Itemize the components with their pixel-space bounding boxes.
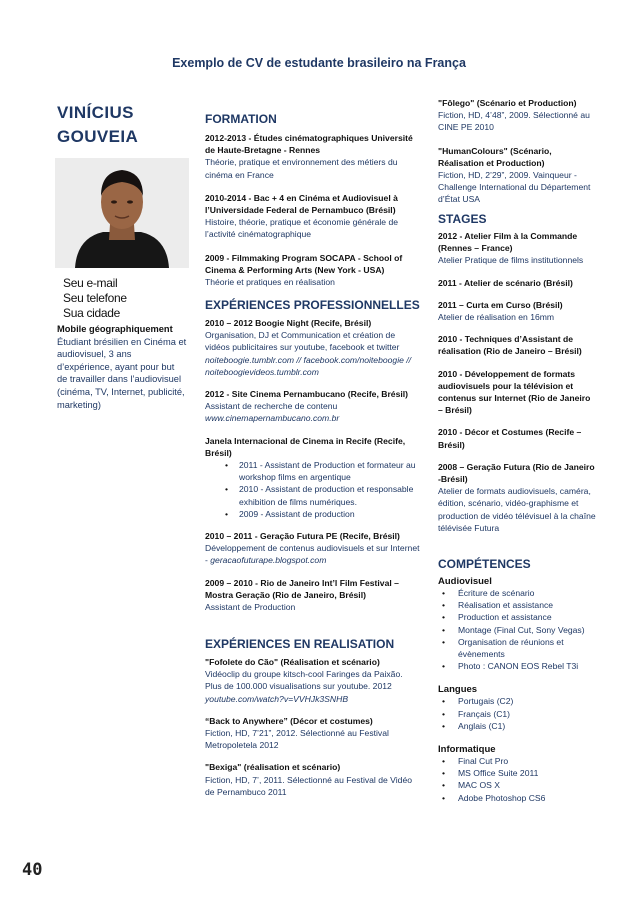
experience-item [205,317,420,378]
list-item [438,792,596,804]
list-item-text: Français (C1) [458,708,511,719]
entry-desc: Atelier Pratique de films institutionnels [438,255,584,266]
section-heading: EXPÉRIENCES EN REALISATION [205,637,395,651]
list-item-text: Anglais (C1) [458,720,506,731]
stage-item [438,277,596,289]
experiences-section [205,298,420,613]
list-item-text: Photo : CANON EOS Rebel T3i [458,661,579,672]
entry-title: 2012-2013 - Études cinématographiques Université de Haute-Bretagne - Rennes [205,133,413,156]
bullet-icon: • [442,636,446,647]
formation-section [205,112,420,288]
entry-title: 2009 - Filmmaking Program SOCAPA - School of Cinema & Performing Arts (New York - USA) [205,252,403,275]
list-item [438,767,596,779]
bullet-list [205,459,420,520]
entry-desc: Fiction, HD, 4’48”, 2009. Sélectionné au CINE PE 2010 [438,110,590,133]
stage-item [438,368,596,417]
list-item-text: Portugais (C2) [458,696,514,707]
entry-link[interactable]: noiteboogie.tumblr.com // facebook.com/noiteboogie // noiteboogievideos.tumblr.com [205,354,412,377]
stage-item [438,461,596,534]
experience-item [205,530,420,567]
entry-desc: Histoire, théorie, pratique et économie générale de l’activité cinématographique [205,217,398,240]
first-name: VINÍCIUS [57,103,134,122]
list-item [438,779,596,791]
experience-item [205,577,420,614]
entry-title: 2010-2014 - Bac + 4 en Cinéma et Audiovisuel à l’Universidade Federal de Pernambuco (Brésil) [205,192,398,216]
entry-desc: Assistant de Production [205,602,296,613]
list-item-text: 2011 - Assistant de Production et formateur au workshop films en argentique [239,460,416,483]
entry-title: 2011 – Curta em Curso (Brésil) [438,299,563,310]
bullet-icon: • [442,696,446,707]
skill-group-label: Langues [438,684,478,696]
entry-desc: Développement de contenus audiovisuels et sur Internet - [205,543,420,566]
section-heading: EXPÉRIENCES PROFESSIONNELLES [205,298,420,312]
page-title: Exemplo de CV de estudante brasileiro na França [172,56,466,70]
stage-item [438,333,596,357]
competences-section [438,557,596,804]
list-item [438,611,596,623]
bullet-icon: • [442,756,446,767]
list-item [438,636,596,660]
entry-link[interactable]: youtube.com/watch?v=VVHJk3SNHB [205,693,349,704]
section-heading: STAGES [438,212,487,226]
entry-desc: Théorie et pratiques en réalisation [205,277,335,288]
entry-title: 2010 - Développement de formats audiovisuels pour la télévision et contenus sur Internet (Rio de Janeiro – Brésil) [438,368,591,416]
realisation-item [205,761,420,798]
bullet-icon: • [225,460,229,471]
list-item [438,587,596,599]
list-item-text: Organisation de réunions et évènements [458,636,564,660]
section-heading: COMPÉTENCES [438,557,531,571]
entry-title: 2010 – 2012 Boogie Night (Recife, Brésil) [205,318,372,328]
entry-desc: Théorie, pratique et environnement des métiers du cinéma en France [205,157,398,180]
entry-desc: Vidéoclip du groupe kitsch-cool Faringes da Paixão. Plus de 100.000 visualisations sur youtube. 2012 [205,669,403,692]
list-item [438,624,596,636]
stage-item [438,230,596,267]
entry-link[interactable]: www.cinemapernambucano.com.br [205,413,340,424]
stages-section [438,212,596,534]
list-item-text: MS Office Suite 2011 [458,768,539,779]
stage-item [438,299,596,323]
bullet-icon: • [225,508,229,519]
bullet-icon: • [442,768,446,779]
entry-title: 2008 – Geração Futura (Rio de Janeiro -Brésil) [438,461,595,485]
list-item [438,755,596,767]
list-item [205,483,420,507]
entry-title: 2011 - Atelier de scénario (Brésil) [438,277,573,288]
experience-item [205,435,420,520]
bullet-icon: • [442,720,446,731]
entry-title: 2010 – 2011 - Geração Futura PE (Recife, Brésil) [205,531,400,542]
realisation-section [205,637,420,798]
realisation-item [205,656,420,705]
bullet-icon: • [442,600,446,611]
profile-summary [57,323,187,411]
list-item [205,508,420,520]
list-item-text: Adobe Photoshop CS6 [458,792,546,803]
contact-city: Sua cidade [63,306,121,320]
realisation-item [205,715,420,752]
right-top-section [438,97,596,206]
formation-item [205,252,420,289]
formation-item [205,192,420,241]
list-item-text: Production et assistance [458,612,552,623]
bullet-icon: • [442,792,446,803]
bullet-icon: • [442,588,446,598]
list-item-text: 2010 - Assistant de production et responsable exhibition de films numériques. [239,484,414,507]
bullet-icon: • [442,708,446,719]
list-item-text: Final Cut Pro [458,756,509,767]
entry-title: 2009 – 2010 - Rio de Janeiro Int’l Film Festival – Mostra Geração (Rio de Janeiro, Brésil) [205,577,399,600]
entry-link[interactable]: geracaofuturape.blogspot.com [210,555,327,566]
formation-item [205,132,420,181]
list-item-text: Montage (Final Cut, Sony Vegas) [458,624,585,635]
entry-desc: Fiction, HD, 2’29”, 2009. Vainqueur - Challenge International du Département d’État USA [438,170,591,205]
entry-title: 2010 - Techniques d’Assistant de réalisation (Rio de Janeiro – Brésil) [438,334,582,357]
list-item-text: MAC OS X [458,780,501,791]
entry-desc: Fiction, HD, 7’21”, 2012. Sélectionné au Festival Metropoletela 2012 [205,728,389,751]
entry-title: "Fofolete do Cão" (Réalisation et scénario) [205,657,380,667]
profile-photo [55,158,189,268]
profile-heading: Mobile géographiquement [57,324,173,334]
list-item [205,459,420,483]
realisation-item [438,97,596,134]
skill-group-label: Audiovisuel [438,576,492,587]
list-item-text: 2009 - Assistant de production [239,508,355,519]
bullet-icon: • [225,484,229,495]
last-name: GOUVEIA [57,127,139,146]
bullet-icon: • [442,624,446,635]
entry-desc: Assistant de recherche de contenu [205,401,338,412]
entry-title: 2010 - Décor et Costumes (Recife – Brésil) [438,427,582,450]
contact-email: Seu e-mail [63,276,118,290]
list-item [438,695,596,707]
entry-desc: Atelier de réalisation en 16mm [438,312,555,323]
skill-list [438,587,596,672]
list-item [438,720,596,732]
list-item [438,708,596,720]
entry-title: "HumanColours" (Scénario, Réalisation et Production) [438,145,552,168]
entry-title: Janela Internacional de Cinema in Recife (Recife, Brésil) [205,435,406,458]
skill-group-label: Informatique [438,744,496,756]
entry-desc: Fiction, HD, 7’, 2011. Sélectionné au Festival de Vidéo de Pernambuco 2011 [205,774,413,797]
entry-title: "Fôlego" (Scénario et Production) [438,98,577,108]
profile-text: Étudiant brésilien en Cinéma et audiovisuel, 3 ans d’expérience, ayant pour but de travailler dans l’audiovisuel (cinéma, TV, Internet, publicité, marketing) [57,336,187,410]
list-item-text: Réalisation et assistance [458,600,554,611]
skill-list [438,695,596,732]
section-heading: FORMATION [205,112,277,126]
entry-title: “Back to Anywhere” (Décor et costumes) [205,715,373,726]
entry-title: 2012 - Site Cinema Pernambucano (Recife, Brésil) [205,389,408,400]
bullet-icon: • [442,780,446,791]
stage-item [438,426,596,450]
portrait-image [55,158,189,268]
list-item [438,599,596,611]
entry-desc: Atelier de formats audiovisuels, caméra, édition, scénario, vidéo-graphisme et production de vidéo télévisuel à la chaîne télévisée Futura [438,486,596,533]
list-item [438,660,596,672]
entry-title: "Bexiga" (réalisation et scénario) [205,762,341,773]
list-item-text: Écriture de scénario [458,588,535,598]
skill-list [438,755,596,804]
entry-desc: Organisation, DJ et Communication et création de vidéos publicitaires sur youtube, facebook et twitter [205,330,400,353]
contact-phone: Seu telefone [63,291,127,305]
bullet-icon: • [442,661,446,672]
realisation-item [438,145,596,206]
entry-title: 2012 - Atelier Film à la Commande (Rennes – France) [438,231,578,254]
experience-item [205,388,420,425]
page-number: 40 [22,860,43,880]
bullet-icon: • [442,612,446,623]
